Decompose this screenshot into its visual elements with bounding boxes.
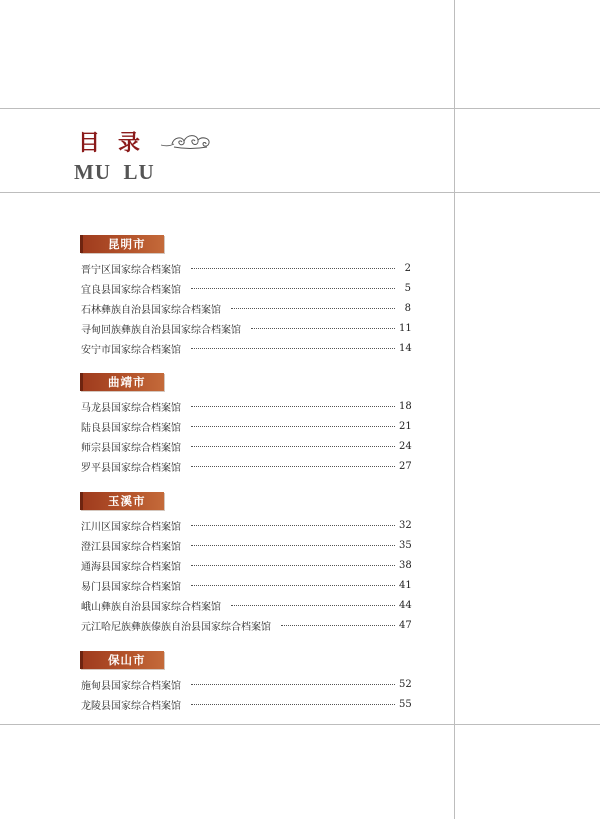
toc-entry[interactable] bbox=[81, 616, 411, 634]
toc-page-number: 24 bbox=[399, 440, 412, 452]
page-title-en: MU LU bbox=[74, 160, 155, 184]
toc-entry[interactable] bbox=[81, 259, 411, 277]
toc-page-number: 18 bbox=[399, 400, 412, 412]
dot-leader bbox=[191, 703, 395, 705]
toc-page-number: 2 bbox=[404, 262, 411, 274]
toc-page-number: 8 bbox=[404, 302, 411, 314]
dot-leader bbox=[191, 584, 395, 586]
dot-leader bbox=[251, 327, 395, 329]
section-heading: 保山市 bbox=[80, 651, 164, 669]
toc-page-number: 11 bbox=[399, 322, 412, 334]
dot-leader bbox=[191, 564, 395, 566]
toc-page-number: 44 bbox=[399, 599, 412, 611]
toc-page-number: 38 bbox=[399, 559, 412, 571]
toc-entry[interactable] bbox=[81, 299, 411, 317]
toc-page-number: 35 bbox=[399, 539, 412, 551]
footer-rule bbox=[0, 724, 600, 725]
toc-entry-title: 通海县国家综合档案馆 bbox=[81, 561, 181, 573]
toc-entry-title: 罗平县国家综合档案馆 bbox=[81, 462, 181, 474]
dot-leader bbox=[191, 465, 395, 467]
dot-leader bbox=[191, 524, 395, 526]
page-title-cn: 目录 bbox=[78, 130, 159, 156]
toc-entry[interactable] bbox=[81, 556, 411, 574]
toc-entry-title: 寻甸回族彝族自治县国家综合档案馆 bbox=[81, 324, 241, 336]
dot-leader bbox=[191, 544, 395, 546]
toc-page-number: 14 bbox=[399, 342, 412, 354]
toc-entry-title: 施甸县国家综合档案馆 bbox=[81, 680, 181, 692]
toc-entry[interactable] bbox=[81, 339, 411, 357]
dot-leader bbox=[191, 425, 395, 427]
toc-entry-title: 师宗县国家综合档案馆 bbox=[81, 442, 181, 454]
toc-entry-title: 易门县国家综合档案馆 bbox=[81, 581, 181, 593]
header-top-rule bbox=[0, 108, 600, 109]
toc-entry-title: 江川区国家综合档案馆 bbox=[81, 521, 181, 533]
toc-entry[interactable] bbox=[81, 279, 411, 297]
toc-page-number: 5 bbox=[404, 282, 411, 294]
dot-leader bbox=[191, 405, 395, 407]
toc-entry-title: 峨山彝族自治县国家综合档案馆 bbox=[81, 601, 221, 613]
toc-entry[interactable] bbox=[81, 536, 411, 554]
dot-leader bbox=[191, 267, 395, 269]
toc-entry[interactable] bbox=[81, 417, 411, 435]
toc-page-number: 27 bbox=[399, 460, 412, 472]
toc-entry-title: 陆良县国家综合档案馆 bbox=[81, 422, 181, 434]
dot-leader bbox=[191, 683, 395, 685]
section-heading: 昆明市 bbox=[80, 235, 164, 253]
header-bottom-rule bbox=[0, 192, 600, 193]
toc-entry-title: 马龙县国家综合档案馆 bbox=[81, 402, 181, 414]
toc-page-number: 32 bbox=[399, 519, 412, 531]
toc-entry-title: 龙陵县国家综合档案馆 bbox=[81, 700, 181, 712]
dot-leader bbox=[281, 624, 395, 626]
dot-leader bbox=[191, 347, 395, 349]
toc-page-number: 47 bbox=[399, 619, 412, 631]
auspicious-cloud-icon bbox=[160, 133, 215, 151]
toc-entry-title: 晋宁区国家综合档案馆 bbox=[81, 264, 181, 276]
toc-entry[interactable] bbox=[81, 576, 411, 594]
toc-entry[interactable] bbox=[81, 457, 411, 475]
section-heading: 曲靖市 bbox=[80, 373, 164, 391]
toc-entry[interactable] bbox=[81, 437, 411, 455]
toc-entry[interactable] bbox=[81, 319, 411, 337]
dot-leader bbox=[191, 287, 395, 289]
dot-leader bbox=[231, 604, 395, 606]
toc-page-number: 52 bbox=[399, 678, 412, 690]
section-heading: 玉溪市 bbox=[80, 492, 164, 510]
page-spine-divider bbox=[454, 0, 455, 819]
toc-entry-title: 安宁市国家综合档案馆 bbox=[81, 344, 181, 356]
toc-entry[interactable] bbox=[81, 596, 411, 614]
toc-page-number: 41 bbox=[399, 579, 412, 591]
toc-entry[interactable] bbox=[81, 675, 411, 693]
toc-entry-title: 澄江县国家综合档案馆 bbox=[81, 541, 181, 553]
dot-leader bbox=[231, 307, 395, 309]
toc-page-number: 21 bbox=[399, 420, 412, 432]
toc-entry[interactable] bbox=[81, 397, 411, 415]
toc-entry-title: 石林彝族自治县国家综合档案馆 bbox=[81, 304, 221, 316]
toc-entry[interactable] bbox=[81, 695, 411, 713]
toc-page-number: 55 bbox=[399, 698, 412, 710]
toc-entry-title: 元江哈尼族彝族傣族自治县国家综合档案馆 bbox=[81, 621, 271, 633]
toc-entry-title: 宜良县国家综合档案馆 bbox=[81, 284, 181, 296]
toc-entry[interactable] bbox=[81, 516, 411, 534]
dot-leader bbox=[191, 445, 395, 447]
